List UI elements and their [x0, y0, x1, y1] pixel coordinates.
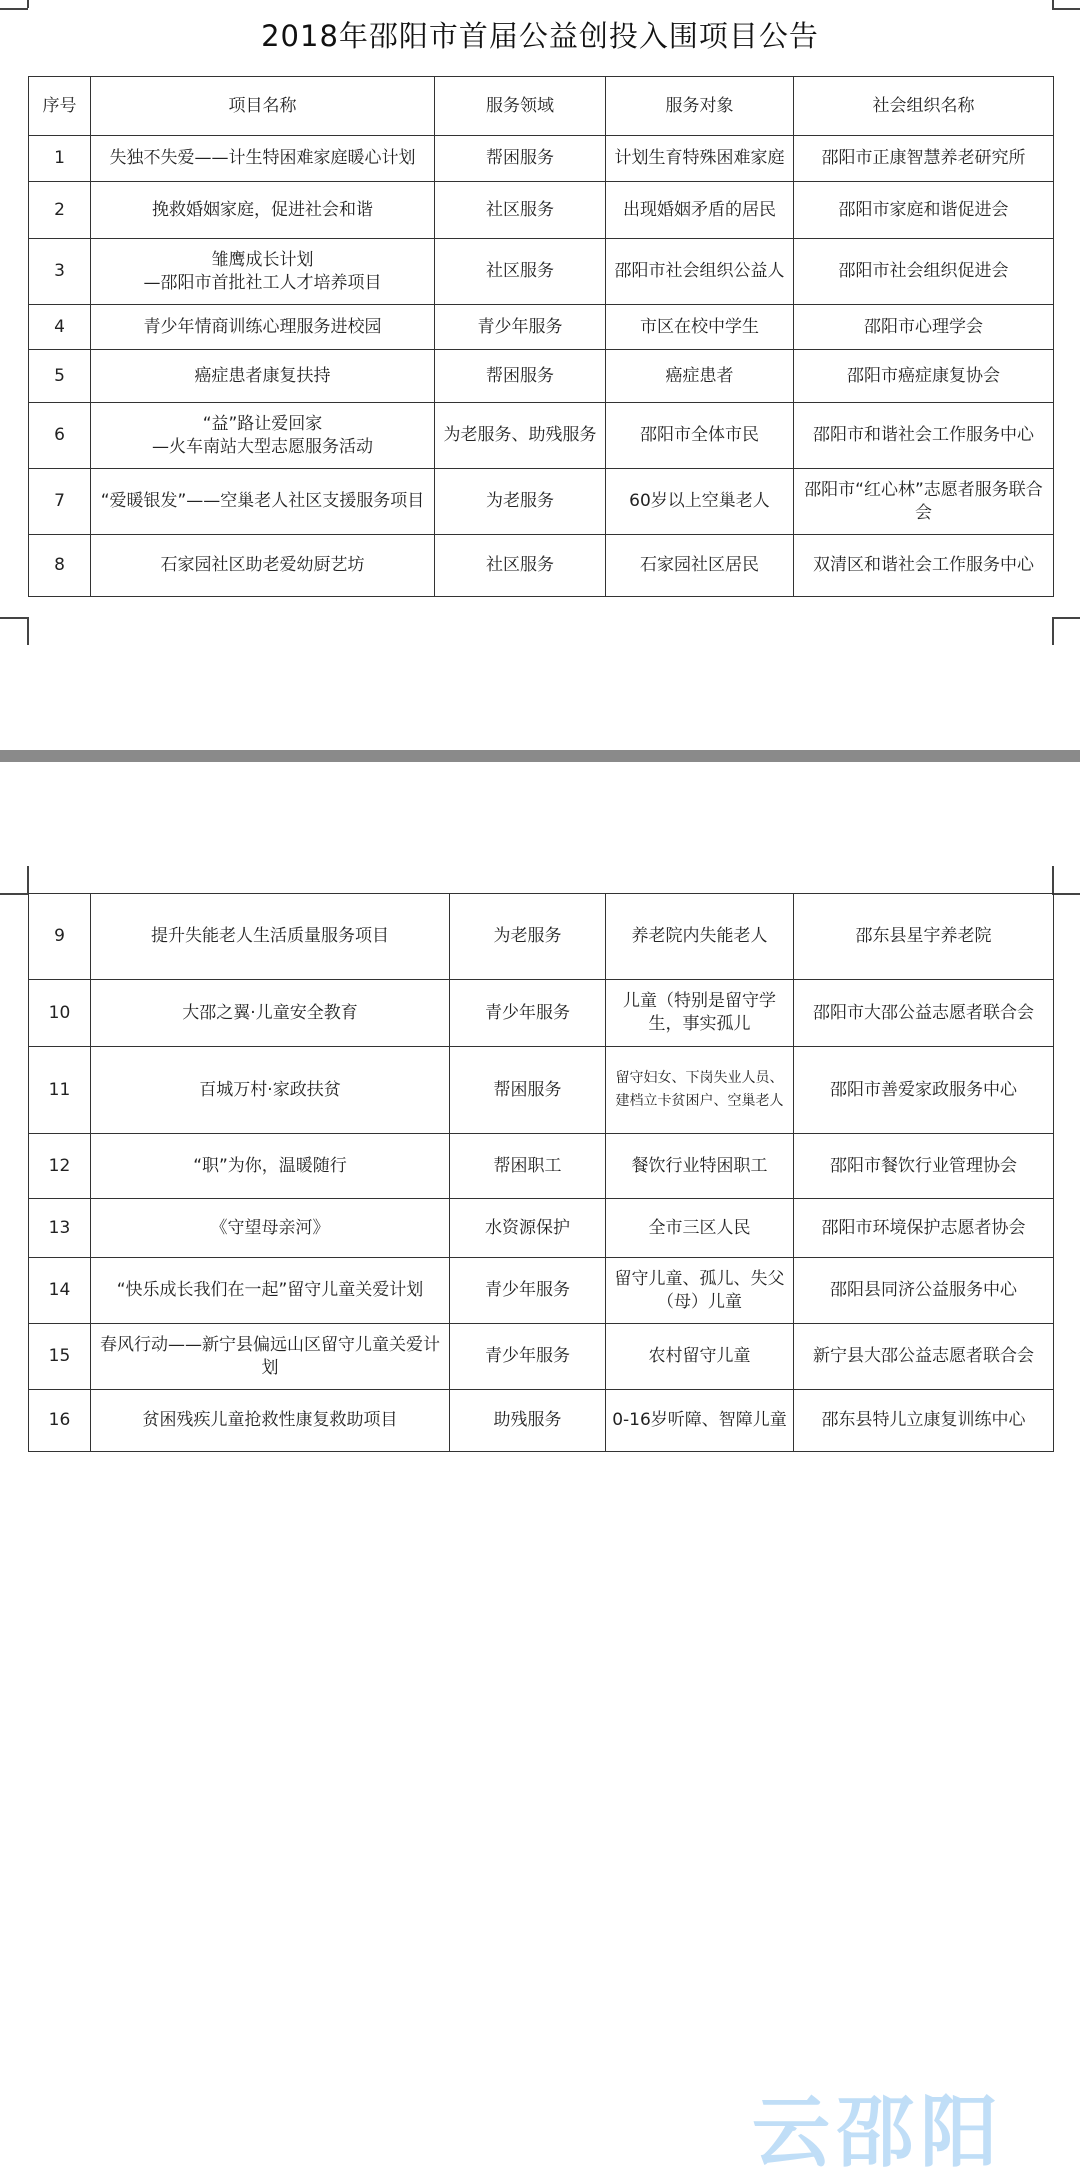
cell-service-field: 帮困服务 — [435, 350, 606, 403]
table-row — [29, 469, 1054, 535]
table-row — [29, 980, 1054, 1047]
cell-project-name: 大邵之翼·儿童安全教育 — [91, 980, 450, 1047]
crop-mark — [1052, 893, 1080, 895]
crop-mark — [0, 893, 28, 895]
cell-service-target: 农村留守儿童 — [606, 1324, 794, 1390]
crop-mark — [1052, 0, 1054, 8]
cell-service-field: 社区服务 — [435, 182, 606, 239]
table-row — [29, 1047, 1054, 1134]
cell-project-name: 癌症患者康复扶持 — [91, 350, 435, 403]
cell-organization: 邵阳市社会组织促进会 — [794, 239, 1054, 305]
cell-organization: 邵阳市心理学会 — [794, 305, 1054, 350]
cell-project-name: 提升失能老人生活质量服务项目 — [91, 894, 450, 980]
table-row — [29, 1390, 1054, 1452]
cell-service-target: 出现婚姻矛盾的居民 — [606, 182, 794, 239]
cell-index: 7 — [29, 469, 91, 535]
table-row — [29, 1324, 1054, 1390]
cell-project-name: 雏鹰成长计划 —邵阳市首批社工人才培养项目 — [91, 239, 435, 305]
cell-service-target: 计划生育特殊困难家庭 — [606, 136, 794, 182]
cell-project-name: 石家园社区助老爱幼厨艺坊 — [91, 535, 435, 597]
cell-service-target: 邵阳市全体市民 — [606, 403, 794, 469]
cell-index: 6 — [29, 403, 91, 469]
cell-service-field: 帮困服务 — [435, 136, 606, 182]
crop-mark — [27, 866, 29, 894]
table-row — [29, 239, 1054, 305]
cell-index: 8 — [29, 535, 91, 597]
watermark-logo: 云邵阳 — [752, 2088, 1005, 2178]
table-row — [29, 305, 1054, 350]
header-project-name: 项目名称 — [91, 77, 435, 136]
cell-project-name: 《守望母亲河》 — [91, 1199, 450, 1258]
cell-service-target: 餐饮行业特困职工 — [606, 1134, 794, 1199]
cell-service-field: 为老服务、助残服务 — [435, 403, 606, 469]
cell-organization: 邵阳市正康智慧养老研究所 — [794, 136, 1054, 182]
cell-organization: 邵阳市大邵公益志愿者联合会 — [794, 980, 1054, 1047]
cell-organization: 邵阳市善爱家政服务中心 — [794, 1047, 1054, 1134]
cell-index: 4 — [29, 305, 91, 350]
cell-project-name: “职”为你，温暖随行 — [91, 1134, 450, 1199]
cell-organization: 邵阳市家庭和谐促进会 — [794, 182, 1054, 239]
cell-project-name: 失独不失爱——计生特困难家庭暖心计划 — [91, 136, 435, 182]
cell-index: 2 — [29, 182, 91, 239]
crop-mark — [27, 617, 29, 645]
cell-service-field: 青少年服务 — [450, 1258, 606, 1324]
cell-service-field: 社区服务 — [435, 239, 606, 305]
cell-organization: 邵阳市癌症康复协会 — [794, 350, 1054, 403]
cell-project-name: “快乐成长我们在一起”留守儿童关爱计划 — [91, 1258, 450, 1324]
crop-mark — [1052, 8, 1080, 10]
cell-index: 10 — [29, 980, 91, 1047]
table-row — [29, 182, 1054, 239]
crop-mark — [1052, 866, 1054, 894]
cell-service-field: 助残服务 — [450, 1390, 606, 1452]
cell-organization: 邵东县特儿立康复训练中心 — [794, 1390, 1054, 1452]
cell-organization: 邵阳市“红心林”志愿者服务联合会 — [794, 469, 1054, 535]
cell-service-target: 石家园社区居民 — [606, 535, 794, 597]
cell-project-name: 挽救婚姻家庭，促进社会和谐 — [91, 182, 435, 239]
project-table-part-1 — [28, 76, 1054, 597]
table-row — [29, 1258, 1054, 1324]
table-row — [29, 136, 1054, 182]
header-service-target: 服务对象 — [606, 77, 794, 136]
crop-mark — [1052, 617, 1080, 619]
cell-service-field: 水资源保护 — [450, 1199, 606, 1258]
cell-project-name: 贫困残疾儿童抢救性康复救助项目 — [91, 1390, 450, 1452]
cell-organization: 邵东县星宇养老院 — [794, 894, 1054, 980]
cell-service-target: 邵阳市社会组织公益人 — [606, 239, 794, 305]
cell-service-target: 60岁以上空巢老人 — [606, 469, 794, 535]
crop-mark — [27, 0, 29, 8]
cell-service-field: 青少年服务 — [450, 980, 606, 1047]
crop-mark — [1052, 617, 1054, 645]
cell-service-target: 0-16岁听障、智障儿童 — [606, 1390, 794, 1452]
cell-organization: 邵阳市和谐社会工作服务中心 — [794, 403, 1054, 469]
cell-index: 16 — [29, 1390, 91, 1452]
header-organization: 社会组织名称 — [794, 77, 1054, 136]
table-header-row — [29, 77, 1054, 136]
cell-index: 5 — [29, 350, 91, 403]
page-separator — [0, 750, 1080, 762]
document-page-1 — [0, 0, 1080, 750]
cell-service-field: 为老服务 — [450, 894, 606, 980]
cell-index: 11 — [29, 1047, 91, 1134]
cell-index: 3 — [29, 239, 91, 305]
cell-service-field: 社区服务 — [435, 535, 606, 597]
cell-service-field: 青少年服务 — [450, 1324, 606, 1390]
table-row — [29, 1134, 1054, 1199]
cell-organization: 新宁县大邵公益志愿者联合会 — [794, 1324, 1054, 1390]
project-table-part-2 — [28, 893, 1054, 1452]
cell-project-name: 春风行动——新宁县偏远山区留守儿童关爱计划 — [91, 1324, 450, 1390]
cell-project-name: “益”路让爱回家 —火车南站大型志愿服务活动 — [91, 403, 435, 469]
cell-service-target: 癌症患者 — [606, 350, 794, 403]
table-row — [29, 1199, 1054, 1258]
header-service-field: 服务领域 — [435, 77, 606, 136]
cell-index: 14 — [29, 1258, 91, 1324]
cell-service-target: 市区在校中学生 — [606, 305, 794, 350]
cell-service-target: 全市三区人民 — [606, 1199, 794, 1258]
cell-service-target: 留守妇女、下岗失业人员、建档立卡贫困户、空巢老人 — [606, 1047, 794, 1134]
cell-organization: 邵阳市环境保护志愿者协会 — [794, 1199, 1054, 1258]
cell-service-field: 帮困服务 — [450, 1047, 606, 1134]
page-title: 2018年邵阳市首届公益创投入围项目公告 — [261, 19, 819, 53]
cell-service-field: 为老服务 — [435, 469, 606, 535]
cell-index: 9 — [29, 894, 91, 980]
cell-organization: 邵阳县同济公益服务中心 — [794, 1258, 1054, 1324]
cell-service-target: 儿童（特别是留守学生，事实孤儿 — [606, 980, 794, 1047]
header-index: 序号 — [29, 77, 91, 136]
cell-project-name: 百城万村·家政扶贫 — [91, 1047, 450, 1134]
cell-service-target: 留守儿童、孤儿、失父（母）儿童 — [606, 1258, 794, 1324]
cell-service-field: 青少年服务 — [435, 305, 606, 350]
cell-project-name: 青少年情商训练心理服务进校园 — [91, 305, 435, 350]
cell-service-target: 养老院内失能老人 — [606, 894, 794, 980]
cell-organization: 双清区和谐社会工作服务中心 — [794, 535, 1054, 597]
cell-project-name: “爱暖银发”——空巢老人社区支援服务项目 — [91, 469, 435, 535]
table-row — [29, 403, 1054, 469]
document-page-2 — [0, 762, 1080, 2178]
cell-organization: 邵阳市餐饮行业管理协会 — [794, 1134, 1054, 1199]
cell-index: 15 — [29, 1324, 91, 1390]
table-row — [29, 350, 1054, 403]
table-row — [29, 894, 1054, 980]
crop-mark — [0, 8, 28, 10]
cell-service-field: 帮困职工 — [450, 1134, 606, 1199]
cell-index: 1 — [29, 136, 91, 182]
table-row — [29, 535, 1054, 597]
cell-index: 12 — [29, 1134, 91, 1199]
crop-mark — [0, 617, 28, 619]
cell-index: 13 — [29, 1199, 91, 1258]
